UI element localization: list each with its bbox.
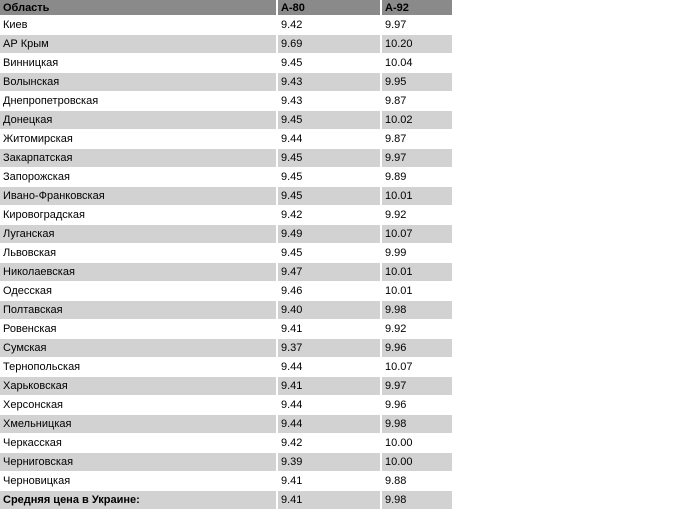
price-a80-cell: 9.43 <box>278 92 382 111</box>
price-a80-cell: 9.44 <box>278 130 382 149</box>
table-row <box>0 339 452 358</box>
table-row <box>0 415 452 434</box>
price-a92-cell: 9.98 <box>382 301 452 320</box>
price-a92-cell: 10.00 <box>382 434 452 453</box>
table-row <box>0 149 452 168</box>
table-row <box>0 320 452 339</box>
region-cell: Черкасская <box>0 434 278 453</box>
price-a80-cell: 9.37 <box>278 339 382 358</box>
price-a80-cell: 9.44 <box>278 396 382 415</box>
header-row <box>0 0 452 16</box>
table-row <box>0 168 452 187</box>
table-footer <box>0 491 452 510</box>
table-row <box>0 301 452 320</box>
region-cell: Киев <box>0 16 278 35</box>
table-row <box>0 377 452 396</box>
table-row <box>0 225 452 244</box>
price-a80-cell: 9.44 <box>278 358 382 377</box>
price-a92-cell: 9.98 <box>382 415 452 434</box>
table-row <box>0 111 452 130</box>
table-header <box>0 0 452 16</box>
table-row <box>0 73 452 92</box>
price-a92-cell: 9.96 <box>382 339 452 358</box>
region-cell: Волынская <box>0 73 278 92</box>
table-row <box>0 92 452 111</box>
price-a92-cell: 9.97 <box>382 377 452 396</box>
average-label: Средняя цена в Украине: <box>0 491 278 510</box>
price-a92-cell: 10.00 <box>382 453 452 472</box>
region-cell: Тернопольская <box>0 358 278 377</box>
price-a80-cell: 9.46 <box>278 282 382 301</box>
region-cell: Николаевская <box>0 263 278 282</box>
region-cell: Харьковская <box>0 377 278 396</box>
price-a92-cell: 10.01 <box>382 263 452 282</box>
price-a80-cell: 9.40 <box>278 301 382 320</box>
price-a80-cell: 9.42 <box>278 16 382 35</box>
region-cell: Винницкая <box>0 54 278 73</box>
price-a92-cell: 10.01 <box>382 187 452 206</box>
price-a80-cell: 9.49 <box>278 225 382 244</box>
price-a80-cell: 9.69 <box>278 35 382 54</box>
price-a92-cell: 9.89 <box>382 168 452 187</box>
price-a92-cell: 9.99 <box>382 244 452 263</box>
table-row <box>0 54 452 73</box>
price-a92-cell: 9.97 <box>382 149 452 168</box>
region-cell: Херсонская <box>0 396 278 415</box>
price-a80-cell: 9.45 <box>278 187 382 206</box>
price-a92-cell: 10.07 <box>382 225 452 244</box>
region-cell: Полтавская <box>0 301 278 320</box>
region-cell: Львовская <box>0 244 278 263</box>
table-row <box>0 130 452 149</box>
price-a80-cell: 9.45 <box>278 244 382 263</box>
table-body <box>0 16 452 491</box>
region-cell: Запорожская <box>0 168 278 187</box>
table-row <box>0 263 452 282</box>
table-row <box>0 453 452 472</box>
price-a80-cell: 9.41 <box>278 472 382 491</box>
region-cell: Хмельницкая <box>0 415 278 434</box>
table-row <box>0 282 452 301</box>
region-cell: Луганская <box>0 225 278 244</box>
price-a92-cell: 9.87 <box>382 92 452 111</box>
price-a92-cell: 9.92 <box>382 320 452 339</box>
table-row <box>0 187 452 206</box>
price-a80-cell: 9.41 <box>278 320 382 339</box>
price-a92-cell: 10.07 <box>382 358 452 377</box>
table-row <box>0 35 452 54</box>
region-cell: Одесская <box>0 282 278 301</box>
price-a80-cell: 9.42 <box>278 434 382 453</box>
region-cell: АР Крым <box>0 35 278 54</box>
region-cell: Закарпатская <box>0 149 278 168</box>
price-a92-cell: 9.92 <box>382 206 452 225</box>
price-a80-cell: 9.42 <box>278 206 382 225</box>
price-a92-cell: 9.97 <box>382 16 452 35</box>
region-cell: Донецкая <box>0 111 278 130</box>
price-a80-cell: 9.45 <box>278 149 382 168</box>
price-a80-cell: 9.44 <box>278 415 382 434</box>
price-a80-cell: 9.45 <box>278 54 382 73</box>
average-a80: 9.41 <box>278 491 382 510</box>
price-a92-cell: 9.87 <box>382 130 452 149</box>
region-cell: Днепропетровская <box>0 92 278 111</box>
price-a80-cell: 9.45 <box>278 168 382 187</box>
table-row <box>0 16 452 35</box>
price-a80-cell: 9.43 <box>278 73 382 92</box>
price-a92-cell: 9.96 <box>382 396 452 415</box>
column-header-region: Область <box>0 0 278 16</box>
region-cell: Сумская <box>0 339 278 358</box>
region-cell: Черновицкая <box>0 472 278 491</box>
price-a92-cell: 10.01 <box>382 282 452 301</box>
region-cell: Ивано-Франковская <box>0 187 278 206</box>
price-a92-cell: 10.20 <box>382 35 452 54</box>
table-row <box>0 206 452 225</box>
price-a80-cell: 9.39 <box>278 453 382 472</box>
region-cell: Ровенская <box>0 320 278 339</box>
column-header-a92: А-92 <box>382 0 452 16</box>
region-cell: Житомирская <box>0 130 278 149</box>
average-a92: 9.98 <box>382 491 452 510</box>
region-cell: Черниговская <box>0 453 278 472</box>
price-a92-cell: 9.88 <box>382 472 452 491</box>
price-a80-cell: 9.41 <box>278 377 382 396</box>
table-row <box>0 472 452 491</box>
price-a92-cell: 10.04 <box>382 54 452 73</box>
column-header-a80: А-80 <box>278 0 382 16</box>
region-cell: Кировоградская <box>0 206 278 225</box>
price-a80-cell: 9.45 <box>278 111 382 130</box>
price-a92-cell: 10.02 <box>382 111 452 130</box>
price-a92-cell: 9.95 <box>382 73 452 92</box>
table-row <box>0 358 452 377</box>
average-row <box>0 491 452 510</box>
table-row <box>0 244 452 263</box>
price-a80-cell: 9.47 <box>278 263 382 282</box>
table-row <box>0 434 452 453</box>
table-row <box>0 396 452 415</box>
